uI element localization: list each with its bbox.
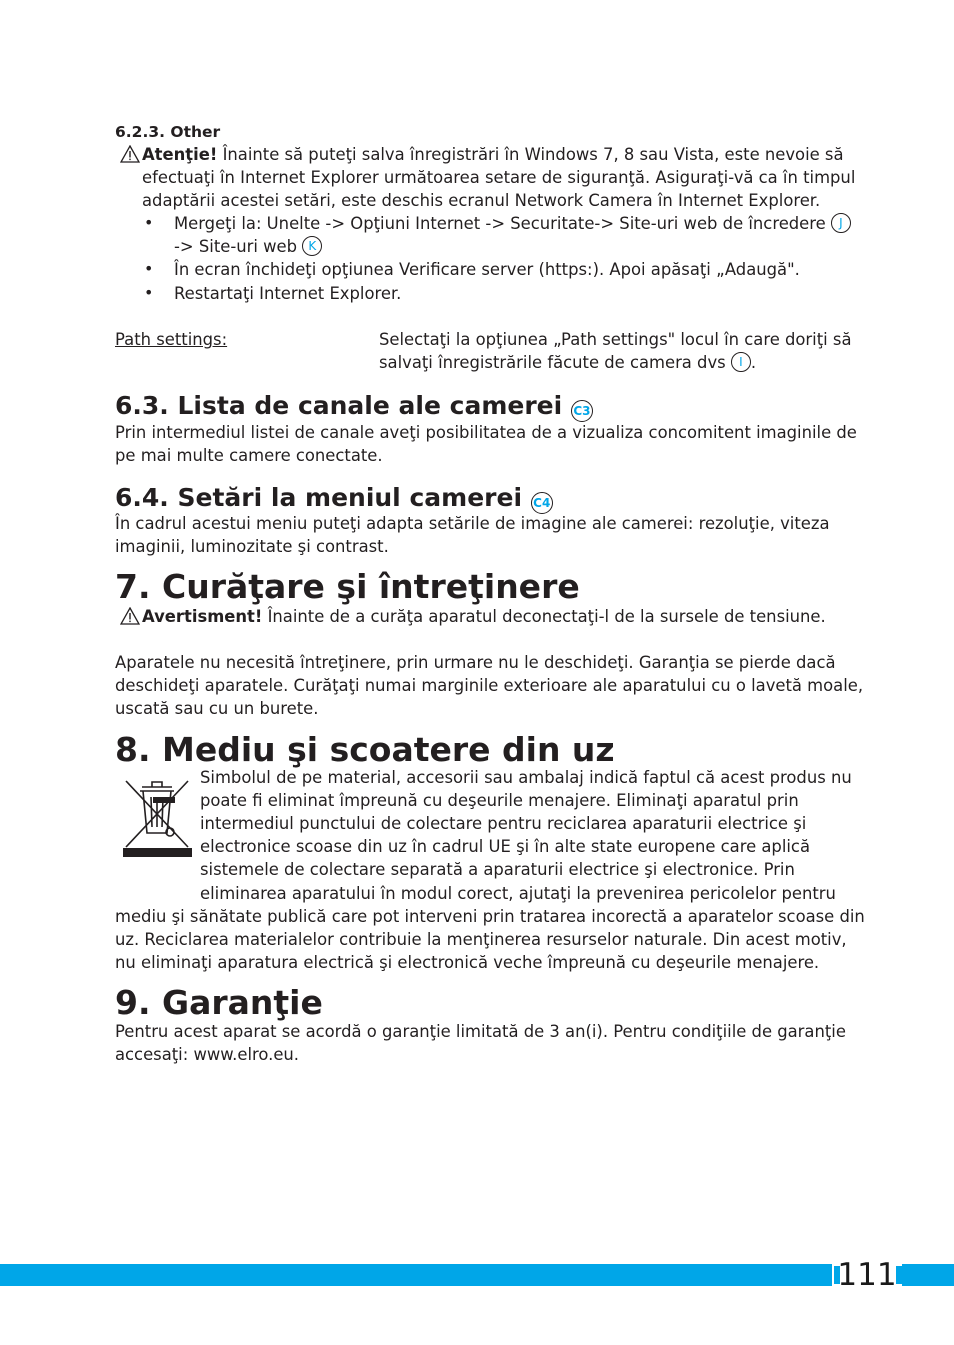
warning-icon — [120, 145, 140, 163]
section-8-line-6: eliminarea aparatului în modul corect, ajutaţi la prevenirea pericolelor pentru — [200, 884, 836, 903]
subsection-heading-6-2-3: 6.2.3. Other — [115, 123, 221, 141]
section-8-line-5: sistemele de colectare separată a aparaturii electrice şi electronice. Prin — [200, 860, 795, 879]
warning-text: Înainte să puteţi salva înregistrări în Windows 7, 8 sau Vista, este nevoie să — [217, 145, 844, 164]
warning-line-1 — [142, 143, 844, 166]
bullet-1-text-2: -> Site-uri web — [174, 237, 298, 256]
section-6-3-line-2: pe mai multe camere conectate. — [115, 446, 383, 465]
warning-icon — [120, 607, 140, 625]
section-heading-text: 6.3. Lista de canale ale camerei — [115, 391, 563, 420]
section-8-line-1: Simbolul de pe material, accesorii sau ambalaj indică faptul că acest produs nu — [200, 768, 852, 787]
reference-marker-i: I — [731, 352, 751, 372]
warning-label: Atenţie! — [142, 145, 218, 164]
bullet-1-line-1 — [174, 212, 851, 235]
bullet-3: Restartaţi Internet Explorer. — [174, 284, 402, 303]
section-8-line-9: nu eliminaţi aparatura electrică şi electronică veche împreună cu deşeurile menajere. — [115, 953, 820, 972]
section-9-line-1: Pentru acest aparat se acordă o garanţie limitată de 3 an(i). Pentru condiţiile de garanţie — [115, 1022, 846, 1041]
path-settings-text: salvaţi înregistrările făcute de camera dvs — [379, 353, 726, 372]
section-8-line-3: intermediul punctului de colectare pentru reciclarea aparaturii electrice şi — [200, 814, 807, 833]
reference-marker-c4: C4 — [531, 492, 553, 514]
warning-line-2: efectuaţi în Internet Explorer următoarea setare de siguranţă. Asiguraţi-vă ca în timpul — [142, 168, 856, 187]
reference-marker-c3: C3 — [571, 400, 593, 422]
section-8-line-7: mediu şi sănătate publică care pot interveni prin tratarea incorectă a aparatelor scoase din — [115, 907, 865, 926]
section-6-4-line-2: imaginii, luminozitate şi contrast. — [115, 537, 389, 556]
section-7-line-3: uscată sau cu un burete. — [115, 699, 319, 718]
section-8-line-4: electronice scoase din uz în cadrul UE şi în alte state europene care aplică — [200, 837, 810, 856]
path-settings-line-2 — [379, 351, 756, 374]
section-8-line-2: poate fi eliminat împreună cu deşeurile menajere. Eliminaţi aparatul prin — [200, 791, 799, 810]
section-6-3-line-1: Prin intermediul listei de canale aveţi posibilitatea de a vizualiza concomitent imaginile de — [115, 423, 857, 442]
caution-label: Avertisment! — [142, 607, 263, 626]
bullet-marker: • — [144, 283, 154, 302]
path-settings-label: Path settings: — [115, 330, 228, 349]
bullet-marker: • — [144, 259, 154, 278]
bullet-1-line-2 — [174, 235, 322, 258]
reference-marker-j: J — [831, 213, 851, 233]
weee-crossed-bin-icon — [122, 775, 192, 859]
section-9-line-2: accesaţi: www.elro.eu. — [115, 1045, 300, 1064]
page-number: 111 — [837, 1257, 897, 1293]
reference-marker-k: K — [302, 236, 322, 256]
section-heading-text: 6.4. Setări la meniul camerei — [115, 483, 523, 512]
section-heading-7: 7. Curăţare şi întreţinere — [115, 567, 580, 606]
caution-line — [142, 605, 826, 628]
section-heading-6-4 — [115, 483, 553, 514]
warning-line-3: adaptării acestei setări, este deschis ecranul Network Camera în Internet Explorer. — [142, 191, 821, 210]
section-8-line-8: uz. Reciclarea materialelor contribuie la menţinerea resurselor naturale. Din acest motiv, — [115, 930, 847, 949]
path-settings-line-1: Selectaţi la opţiunea „Path settings" locul în care doriţi să — [379, 330, 852, 349]
section-6-4-line-1: În cadrul acestui meniu puteţi adapta setările de imagine ale camerei: rezoluţie, viteza — [115, 514, 830, 533]
caution-text: Înainte de a curăţa aparatul deconectaţi-l de la sursele de tensiune. — [262, 607, 826, 626]
section-heading-8: 8. Mediu şi scoatere din uz — [115, 730, 615, 769]
section-heading-9: 9. Garanţie — [115, 983, 323, 1022]
bullet-2: În ecran închideţi opţiunea Verificare server (https:). Apoi apăsaţi „Adaugă". — [174, 260, 800, 279]
section-heading-6-3 — [115, 391, 593, 422]
bullet-marker: • — [144, 213, 154, 232]
path-settings-period: . — [750, 353, 757, 372]
bullet-1-text: Mergeţi la: Unelte -> Opţiuni Internet -> Securitate-> Site-uri web de încredere — [174, 214, 826, 233]
section-7-line-2: deschideţi aparatele. Curăţaţi numai marginile exterioare ale aparatului cu o lavetă moale, — [115, 676, 864, 695]
section-7-line-1: Aparatele nu necesită întreţinere, prin urmare nu le deschideţi. Garanţia se pierde dacă — [115, 653, 836, 672]
footer-accent-bar — [0, 1264, 954, 1286]
